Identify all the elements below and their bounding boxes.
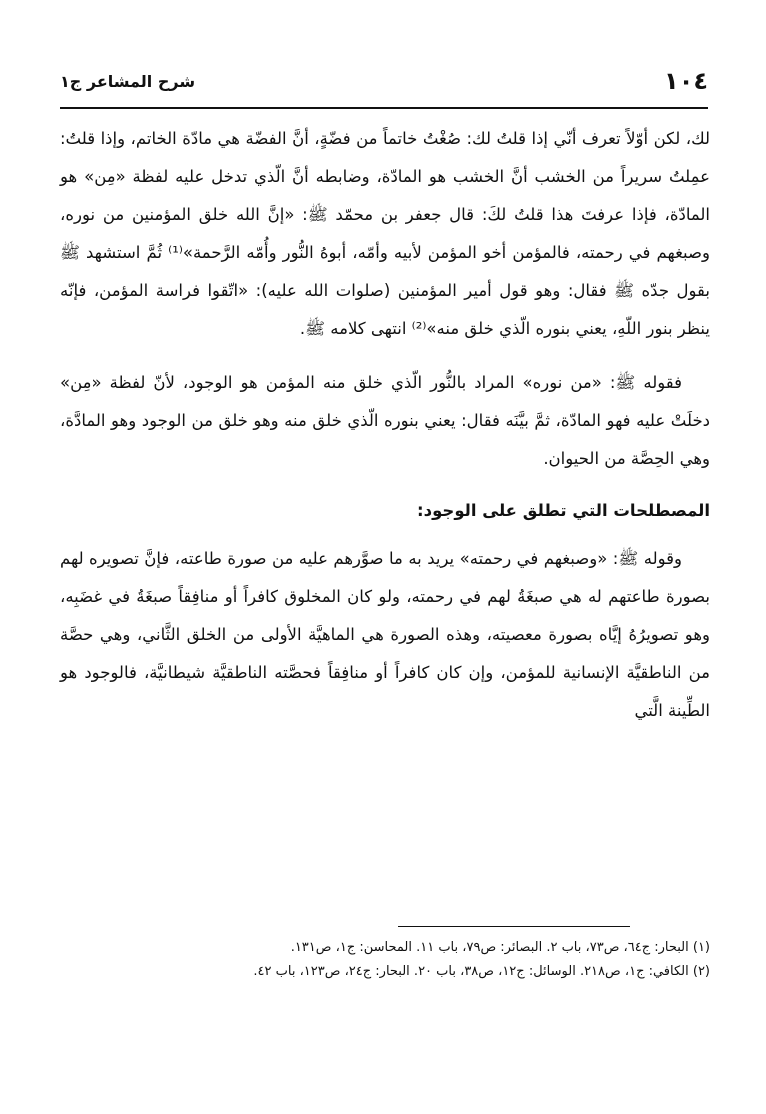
- page-header: [60, 66, 708, 106]
- paragraph-3: وقوله ﷺ: «وصبغهم في رحمته» يريد به ما صوَّرهم عليه من صورة طاعته، فإنَّ تصويره لهم بصورة طاعتهم له هي صبغَةُ لهم في رحمته، ولو كان المخلوق كافراً أو منافِقاً صبغَةُ في غضَبِه، وهو تصويرُهُ إيَّاه بصورة معصيته، وهذه الصورة هي الماهيَّة الأولى من الخلق الثَّاني، وهي حصَّة من الناطقيَّة الإنسانية للمؤمن، وإن كان كافراً أو منافِقاً فحصَّته الناطقيَّة شيطانيَّة، فالوجود هو الطِّينة الَّتي: [60, 549, 710, 720]
- footnote-rule: [398, 926, 630, 927]
- footnotes: [60, 936, 710, 984]
- header-rule: [60, 107, 708, 109]
- paragraph-2: فقوله ﷺ: «من نوره» المراد بالنُّور الّذي خلق منه المؤمن هو الوجود، لأنّ لفظة «مِن» دخلَتْ عليه فهو المادّة، ثمَّ بيَّنَه فقال: يعني بنوره الّذي خلق منه وهو خلق من الوجود وهو المادَّة، وهي الحِصَّة من الحيوان.: [60, 373, 710, 468]
- page-number: ١٠٤: [664, 67, 708, 95]
- footnote-1: (١) البحار: ج٦٤، ص٧٣، باب ٢. البصائر: ص٧٩، باب ١١. المحاسن: ج١، ص١٣١.: [290, 940, 710, 955]
- section-heading: المصطلحات التي تطلق على الوجود:: [417, 501, 710, 520]
- paragraph-1: لك، لكن أوّلاً تعرف أنّي إذا قلتُ لك: صُغْتُ خاتماً من فضّةٍ، أنَّ الفضّة هي مادّة الخاتم، وإذا قلتُ: عمِلتُ سريراً من الخشب أنَّ الخشب هو المادّة، وضابطه أنَّ الّذي تدخل عليه لفظة «مِن» هو المادّة، فإذا عرفتَ هذا قلتُ لكَ: قال جعفر بن محمّد ﷺ: «إنَّ الله خلق المؤمنين من نوره، وصبغهم في رحمته، فالمؤمن أخو المؤمن لأبيه وأمّه، أبوهُ النُّور وأُمّه الرَّحمة»⁽¹⁾ ثُمَّ استشهد ﷺ بقول جدّه ﷺ فقال: وهو قول أمير المؤمنين (صلوات الله عليه): «اتّقوا فراسة المؤمن، فإنّه ينظر بنور اللّهِ، يعني بنوره الّذي خلق منه»⁽²⁾ انتهى كلامه ﷺ.: [60, 129, 711, 338]
- body-text: [60, 120, 710, 730]
- running-title: شرح المشاعر ج١: [60, 72, 196, 91]
- footnote-2: (٢) الكافي: ج١، ص٢١٨. الوسائل: ج١٢، ص٣٨، باب ٢٠. البحار: ج٢٤، ص١٢٣، باب ٤٢.: [253, 964, 710, 979]
